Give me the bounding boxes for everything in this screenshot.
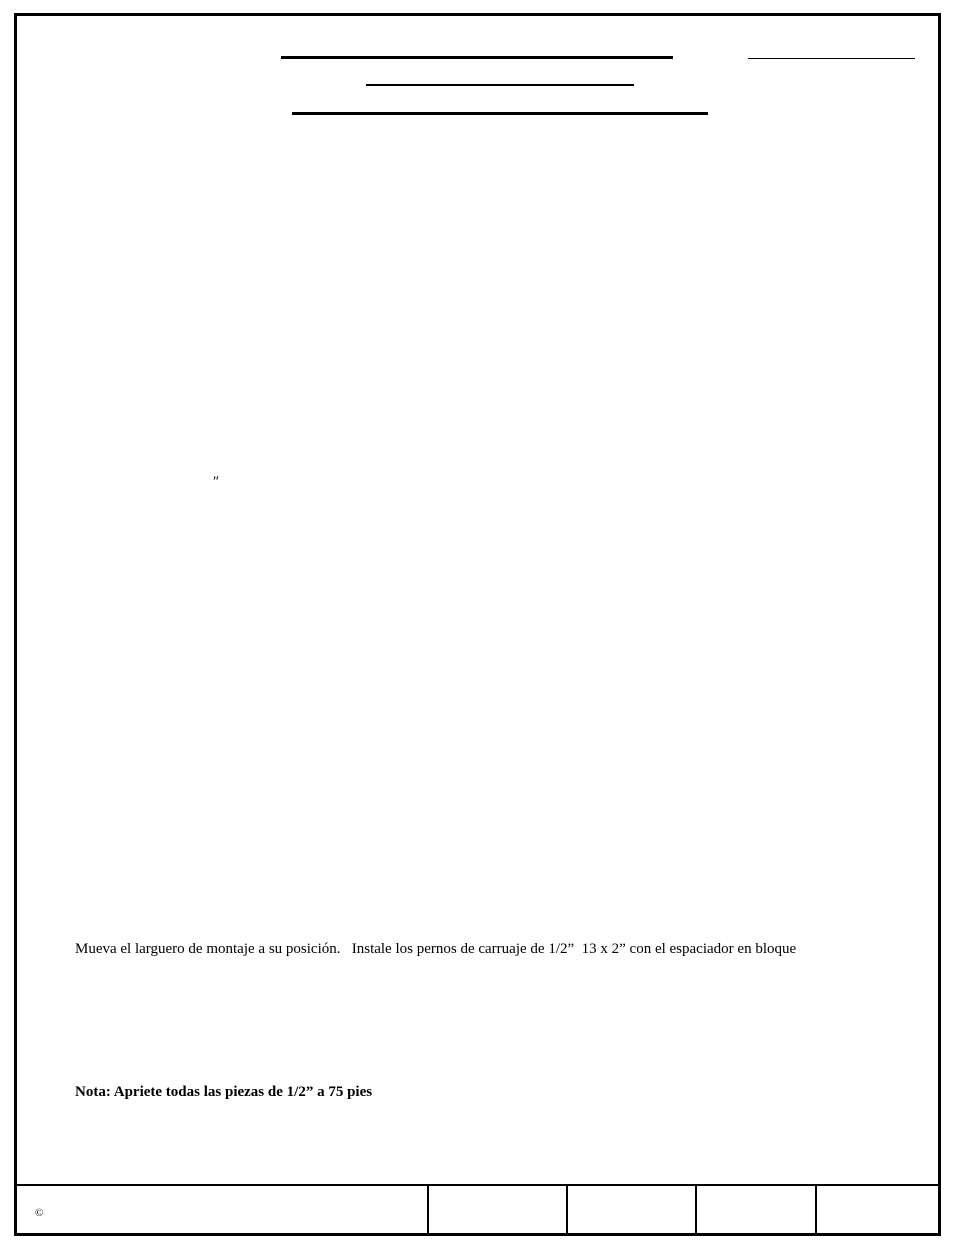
header-title-rule bbox=[281, 56, 673, 59]
header-reference-rule bbox=[748, 58, 915, 59]
copyright-icon: © bbox=[35, 1207, 44, 1219]
page-border bbox=[14, 13, 941, 1236]
title-block-cell-4 bbox=[697, 1186, 817, 1234]
title-block bbox=[15, 1184, 938, 1234]
title-block-cell-5 bbox=[817, 1186, 938, 1234]
title-block-cell-3 bbox=[568, 1186, 697, 1234]
torque-note: Nota: Apriete todas las piezas de 1/2” a 75 pies bbox=[75, 1084, 373, 1100]
assembly-instruction: Mueva el larguero de montaje a su posición. Instale los pernos de carruaje de 1/2” 13 x 2” con el espaciador en bloque bbox=[75, 941, 797, 957]
figure-stray-mark: ″ bbox=[212, 474, 219, 490]
header-subtitle-rule bbox=[366, 84, 634, 86]
title-block-cell-2 bbox=[429, 1186, 568, 1234]
title-block-cell-copyright bbox=[15, 1186, 429, 1234]
header-caption-rule bbox=[292, 112, 708, 115]
